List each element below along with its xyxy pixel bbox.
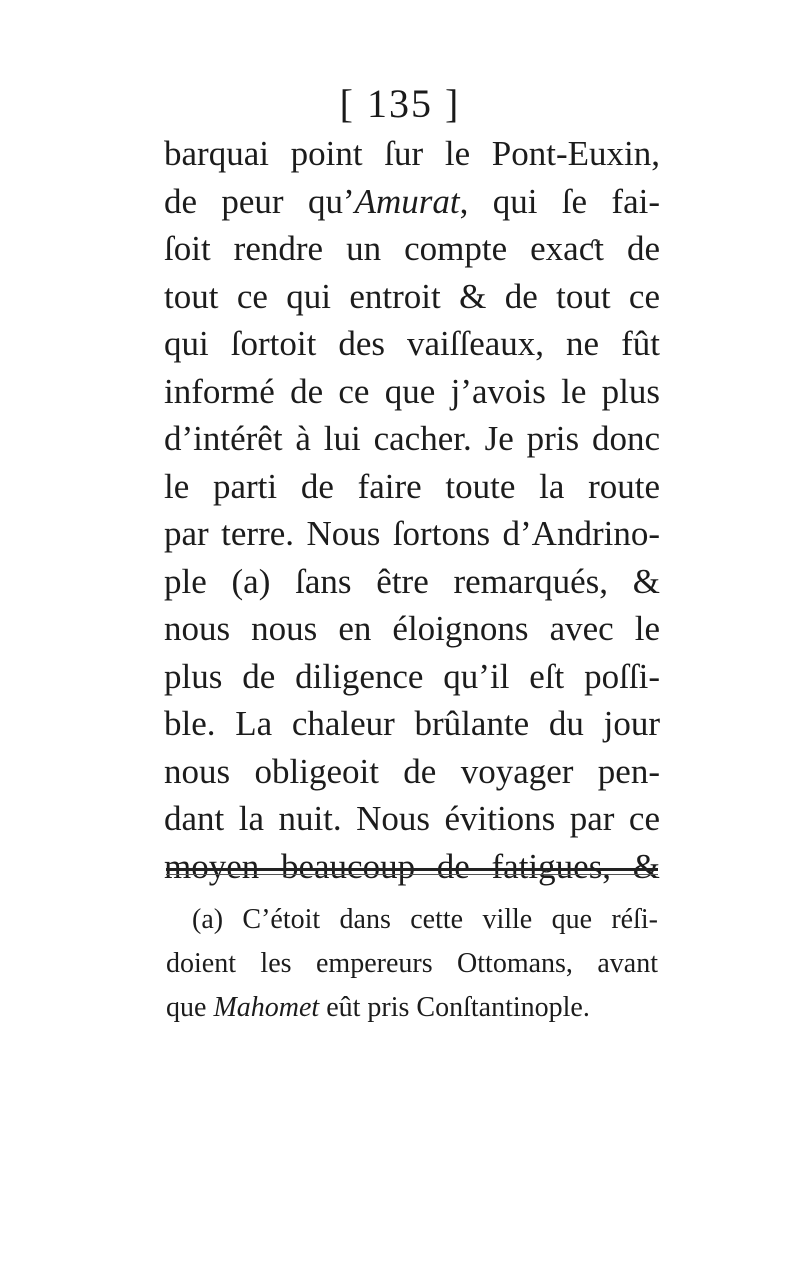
italic-name: Amurat	[354, 181, 460, 221]
text-line: nous obligeoit de voyager pen-	[164, 751, 660, 791]
text-line: d’intérêt à lui cacher. Je pris donc	[164, 419, 660, 458]
footnote-line: doient les empereurs Ottomans, avant	[166, 948, 658, 979]
text-line: tout ce qui entroit & de tout ce	[164, 276, 660, 316]
text-line: informé de ce que j’avois le plus	[164, 371, 660, 411]
footnote-rule-thin	[166, 874, 658, 875]
text-line: barquai point ſur le Pont-Euxin,	[164, 134, 660, 173]
page-number: [ 135 ]	[339, 81, 461, 126]
text-line: nous nous en éloignons avec le	[164, 609, 660, 648]
footnote-rule	[166, 868, 658, 871]
footnote-line: que Mahomet eût pris Conſtantinople.	[166, 992, 590, 1023]
text-line: par terre. Nous ſortons d’Andrino-	[164, 514, 660, 553]
text-line: le parti de faire toute la route	[164, 466, 660, 506]
text-line: ſoit rendre un compte exaƈt de	[164, 229, 660, 268]
text-line: moyen beaucoup de fatigues, &	[164, 846, 660, 886]
text-line: ple (a) ſans être remarqués, &	[164, 561, 660, 601]
body-text	[164, 130, 660, 890]
footnote	[166, 898, 658, 1030]
italic-name: Mahomet	[213, 992, 320, 1023]
text-line: de peur qu’Amurat, qui ſe fai-	[164, 181, 660, 221]
text-line: ble. La chaleur brûlante du jour	[164, 704, 660, 743]
text-line: plus de diligence qu’il eſt poſſi-	[164, 656, 660, 696]
text-line: dant la nuit. Nous évitions par ce	[164, 799, 660, 838]
footnote-line: (a) C’étoit dans cette ville que réſi-	[192, 904, 658, 935]
text-line: qui ſortoit des vaiſſeaux, ne fût	[164, 324, 660, 363]
